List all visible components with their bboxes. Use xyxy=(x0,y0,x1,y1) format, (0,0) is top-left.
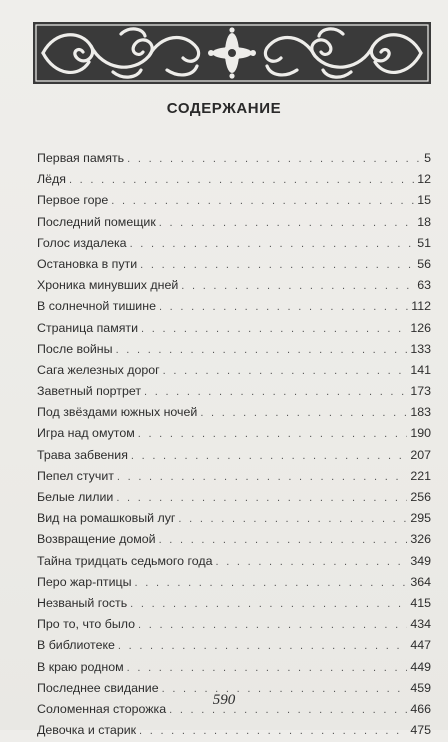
toc-entry-title: Незваный гость xyxy=(37,595,128,610)
toc-entry-title: Последнее свидание xyxy=(37,680,159,695)
toc-dot-leader xyxy=(111,191,414,212)
toc-dot-leader xyxy=(159,297,408,318)
toc-dot-leader xyxy=(144,382,407,403)
toc-entry-page: 15 xyxy=(417,193,431,208)
toc-entry-page: 447 xyxy=(410,638,431,653)
toc-dot-leader xyxy=(131,446,407,467)
toc-entry xyxy=(37,720,431,741)
toc-entry-page: 141 xyxy=(410,362,431,377)
toc-entry xyxy=(37,635,431,656)
toc-entry xyxy=(37,529,431,550)
toc-entry-title: В библиотеке xyxy=(37,638,115,653)
toc-entry xyxy=(37,423,431,444)
toc-dot-leader xyxy=(215,552,407,573)
ornament-header-icon xyxy=(33,22,431,84)
toc-dot-leader xyxy=(135,573,408,594)
toc-entry-title: Последний помещик xyxy=(37,214,156,229)
toc-entry-page: 173 xyxy=(410,384,431,399)
toc-entry-page: 326 xyxy=(410,532,431,547)
toc-entry-page: 221 xyxy=(410,468,431,483)
toc-dot-leader xyxy=(139,721,407,742)
toc-entry-title: Страница памяти xyxy=(37,320,139,335)
toc-entry-title: Вид на ромашковый луг xyxy=(37,511,176,526)
toc-entry xyxy=(37,339,431,360)
toc-entry-page: 190 xyxy=(410,426,431,441)
toc-entry xyxy=(37,572,431,593)
toc-dot-leader xyxy=(178,509,407,530)
toc-entry-page: 183 xyxy=(410,405,431,420)
toc-entry xyxy=(37,445,431,466)
toc-entry-title: Белые лилии xyxy=(37,490,114,504)
toc-entry xyxy=(37,296,431,317)
toc-dot-leader xyxy=(118,636,407,657)
toc-entry-page: 459 xyxy=(410,680,431,695)
toc-entry xyxy=(37,487,431,508)
toc-entry-title: Перо жар-птицы xyxy=(37,574,132,589)
toc-dot-leader xyxy=(138,615,407,636)
toc-entry-page: 133 xyxy=(410,341,431,356)
toc-entry xyxy=(37,508,431,529)
toc-entry xyxy=(37,275,431,296)
toc-entry xyxy=(37,190,431,211)
toc-entry-title: Трава забвения xyxy=(37,447,128,462)
toc-entry-page: 112 xyxy=(411,299,431,314)
toc-dot-leader xyxy=(140,255,414,276)
toc-entry-title: Пепел стучит xyxy=(37,468,114,483)
toc-entry-title: После войны xyxy=(37,341,113,356)
toc-entry-title: Первая память xyxy=(37,151,125,165)
toc-dot-leader xyxy=(69,170,414,191)
toc-entry-title: Возвращение домой xyxy=(37,532,156,547)
toc-entry-page: 475 xyxy=(410,723,431,738)
toc-entry xyxy=(37,381,431,402)
toc-entry xyxy=(37,254,431,275)
toc-dot-leader xyxy=(117,467,407,488)
toc-dot-leader xyxy=(141,319,407,340)
toc-entry-title: Девочка и старик xyxy=(37,723,137,738)
page-number: 590 xyxy=(212,692,236,708)
toc-entry xyxy=(37,360,431,381)
toc-entry-page: 256 xyxy=(410,490,431,504)
toc-entry-title: Первое горе xyxy=(37,193,109,208)
toc-entry xyxy=(37,657,431,678)
toc-entry xyxy=(37,233,431,254)
toc-entry-title: Игра над омутом xyxy=(37,426,135,441)
toc-entry-title: Соломенная сторожка xyxy=(37,701,167,716)
page-title: СОДЕРЖАНИЕ xyxy=(166,100,282,117)
toc-entry xyxy=(37,212,431,233)
toc-dot-leader xyxy=(127,658,408,679)
toc-entry xyxy=(37,614,431,635)
toc-entry xyxy=(37,466,431,487)
toc-entry-page: 466 xyxy=(410,701,431,716)
toc-entry-page: 364 xyxy=(410,574,431,589)
toc-entry xyxy=(37,169,431,190)
toc-entry xyxy=(37,593,431,614)
toc-entry-page: 295 xyxy=(410,511,431,526)
toc-entry-page: 126 xyxy=(410,320,431,335)
toc-entry xyxy=(37,148,431,169)
table-of-contents xyxy=(37,148,431,741)
toc-entry-page: 56 xyxy=(417,256,431,271)
toc-dot-leader xyxy=(138,424,408,445)
toc-entry-page: 434 xyxy=(410,617,431,632)
toc-entry-title: Хроника минувших дней xyxy=(37,278,179,293)
toc-entry-title: В солнечной тишине xyxy=(37,299,156,314)
toc-entry-title: Под звёздами южных ночей xyxy=(37,405,198,420)
toc-dot-leader xyxy=(116,488,407,509)
toc-dot-leader xyxy=(200,403,407,424)
toc-entry-title: Лёдя xyxy=(37,172,66,187)
toc-entry-page: 349 xyxy=(410,553,431,568)
toc-entry xyxy=(37,402,431,423)
toc-dot-leader xyxy=(163,361,408,382)
toc-entry-title: Заветный портрет xyxy=(37,384,142,399)
toc-entry-page: 12 xyxy=(417,172,431,187)
toc-entry xyxy=(37,551,431,572)
toc-entry xyxy=(37,318,431,339)
toc-entry-title: Про то, что было xyxy=(37,617,136,632)
toc-dot-leader xyxy=(181,276,414,297)
toc-entry-title: Остановка в пути xyxy=(37,256,138,271)
toc-entry-title: Тайна тридцать седьмого года xyxy=(37,553,213,568)
toc-dot-leader xyxy=(130,234,415,255)
toc-entry-page: 18 xyxy=(417,214,431,229)
toc-entry-title: Сага железных дорог xyxy=(37,362,160,377)
toc-entry-page: 449 xyxy=(410,659,431,674)
toc-dot-leader xyxy=(127,149,421,170)
toc-entry-page: 207 xyxy=(410,447,431,462)
toc-entry-page: 5 xyxy=(424,151,431,165)
toc-dot-leader xyxy=(116,340,408,361)
toc-entry-page: 415 xyxy=(410,595,431,610)
toc-entry-page: 63 xyxy=(417,278,431,293)
toc-dot-leader xyxy=(130,594,407,615)
toc-dot-leader xyxy=(159,213,414,234)
toc-dot-leader xyxy=(159,530,408,551)
toc-entry-title: Голос издалека xyxy=(37,235,127,250)
toc-entry-page: 51 xyxy=(417,235,431,250)
toc-entry-title: В краю родном xyxy=(37,659,124,674)
